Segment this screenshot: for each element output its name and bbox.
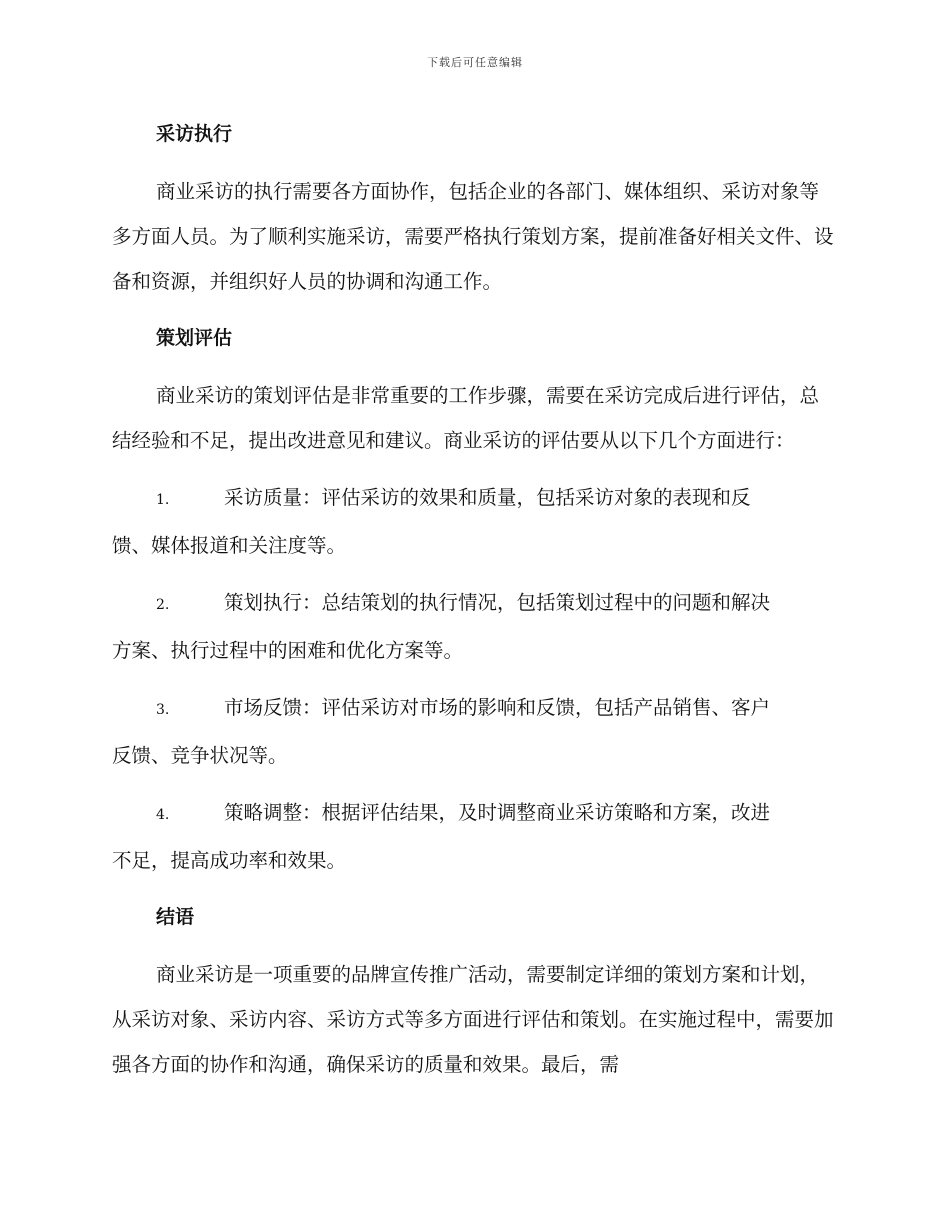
list-item (112, 685, 838, 778)
list-item-first-line (112, 475, 838, 523)
list-item-continuation: 方案、执行过程中的困难和优化方案等。 (112, 639, 464, 662)
list-item-first-line (112, 790, 838, 838)
list-item-text: 采访质量：评估采访的效果和质量，包括采访对象的表现和反 (224, 486, 751, 509)
list-item-text: 策略调整：根据评估结果，及时调整商业采访策略和方案，改进 (224, 801, 771, 824)
paragraph-conclusion: 商业采访是一项重要的品牌宣传推广活动，需要制定详细的策划方案和计划，从采访对象、采访内容、采访方式等多方面进行评估和策划。在实施过程中，需要加强各方面的协作和沟通，确保采访的质量和效果。最后，需 (112, 963, 834, 1076)
section-heading-execution: 采访执行 (156, 123, 233, 145)
paragraph-evaluation: 商业采访的策划评估是非常重要的工作步骤，需要在采访完成后进行评估，总结经验和不足，提出改进意见和建议。商业采访的评估要从以下几个方面进行： (112, 384, 820, 452)
list-item-first-line (112, 685, 838, 733)
list-item-number: 1. (156, 492, 170, 508)
list-item-number: 2. (156, 597, 170, 613)
list-item-first-line (112, 580, 838, 628)
list-item-number: 4. (156, 807, 170, 823)
list-item-number: 3. (156, 702, 170, 718)
list-item (112, 475, 838, 568)
section-heading-conclusion: 结语 (156, 906, 195, 928)
section-heading-evaluation: 策划评估 (156, 327, 233, 349)
document-body (112, 112, 838, 1099)
list-item-text: 策划执行：总结策划的执行情况，包括策划过程中的问题和解决 (224, 591, 771, 614)
header-note: 下载后可任意编辑 (427, 56, 523, 69)
paragraph-execution: 商业采访的执行需要各方面协作，包括企业的各部门、媒体组织、采访对象等多方面人员。为了顺利实施采访，需要严格执行策划方案，提前准备好相关文件、设备和资源，并组织好人员的协调和沟通工作。 (112, 180, 834, 293)
list-item (112, 790, 838, 883)
list-item-text: 市场反馈：评估采访对市场的影响和反馈，包括产品销售、客户 (224, 696, 771, 719)
list-item-continuation: 不足，提高成功率和效果。 (112, 849, 347, 872)
list-item-continuation: 反馈、竞争状况等。 (112, 744, 288, 767)
list-item (112, 580, 838, 673)
list-item-continuation: 馈、媒体报道和关注度等。 (112, 534, 347, 557)
